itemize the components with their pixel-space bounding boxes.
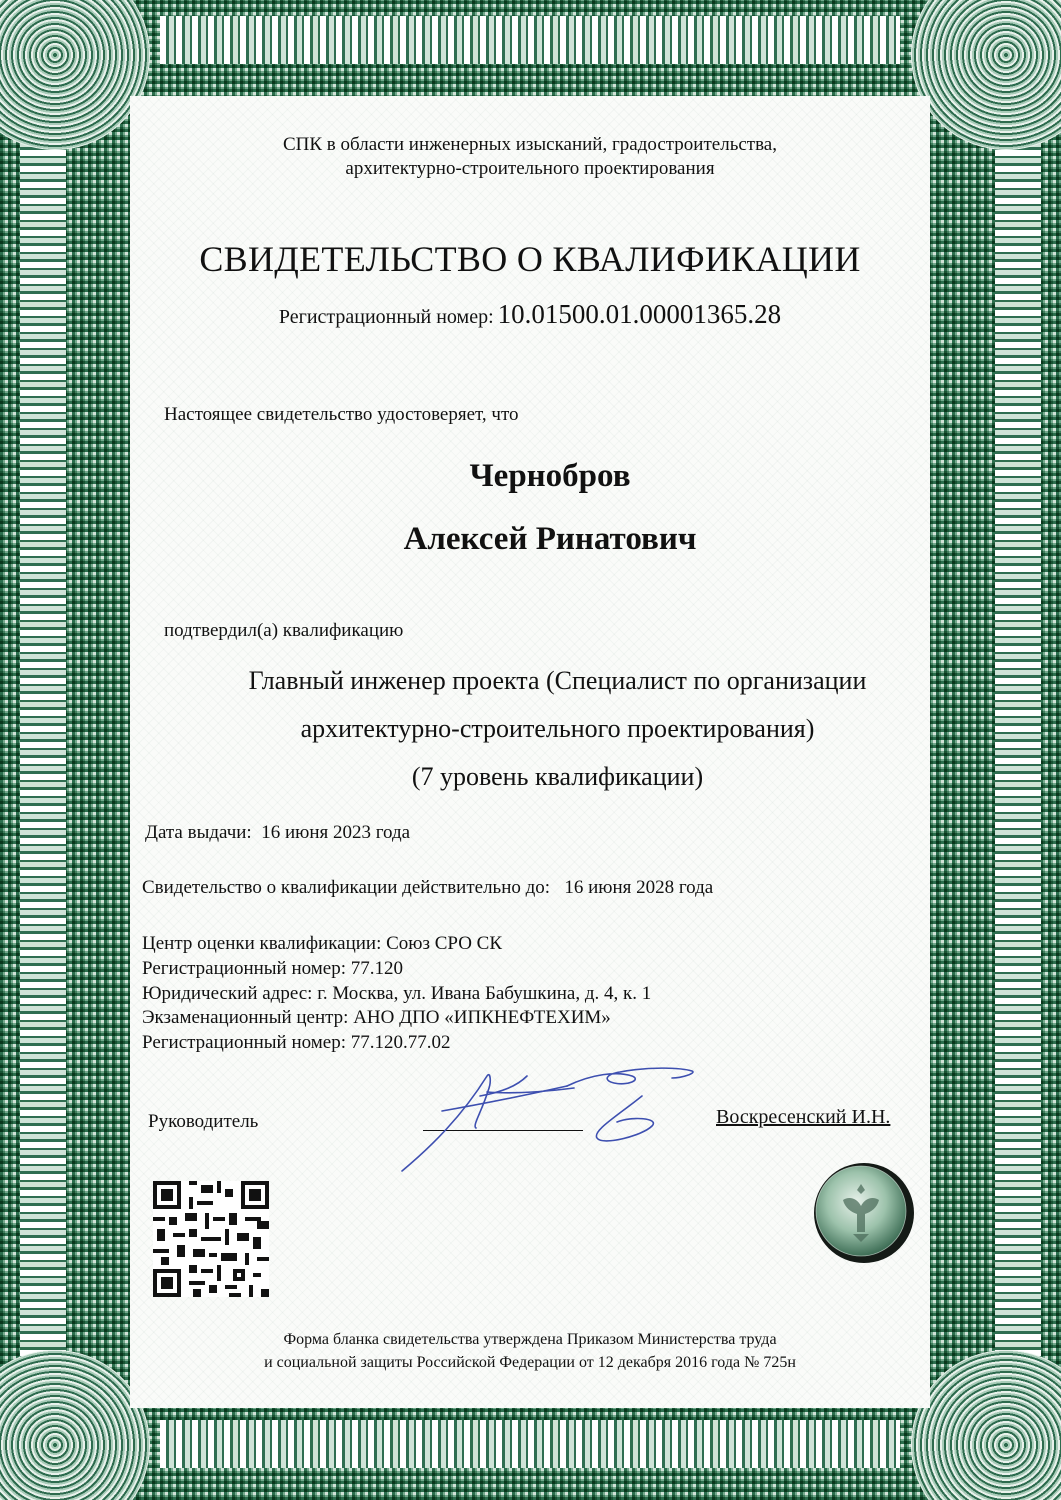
valid-until	[142, 877, 713, 899]
frame-chain-top	[160, 16, 900, 64]
exam-center-reg: Регистрационный номер: 77.120.77.02	[142, 1032, 451, 1053]
frame-chain-bottom	[160, 1420, 900, 1468]
footer-line-2: и социальной защиты Российской Федерации от 12 декабря 2016 года № 725н	[264, 1354, 796, 1371]
frame-chain-right	[995, 0, 1041, 1500]
footer-line-1: Форма бланка свидетельства утверждена Приказом Министерства труда	[283, 1331, 777, 1348]
hologram-seal	[813, 1162, 915, 1264]
valid-until-label: Свидетельство о квалификации действительно до:	[142, 877, 551, 898]
exam-center-name: Экзаменационный центр: АНО ДПО «ИПКНЕФТЕХИМ»	[142, 1007, 611, 1028]
issuer-header-line-2: архитектурно-строительного проектирования	[345, 158, 715, 179]
confirmed-text: подтвердил(а) квалификацию	[164, 620, 404, 641]
certificate-title: СВИДЕТЕЛЬСТВО О КВАЛИФИКАЦИИ	[199, 239, 861, 279]
certificate-body	[130, 96, 930, 1408]
assessment-center-address: Юридический адрес: г. Москва, ул. Ивана Бабушкина, д. 4, к. 1	[142, 983, 652, 1004]
issue-date-label: Дата выдачи:	[145, 822, 252, 843]
qualification-line-2: архитектурно-строительного проектирования)	[300, 714, 815, 743]
intro-text: Настоящее свидетельство удостоверяет, что	[164, 404, 519, 425]
issuer-header-line-1: СПК в области инженерных изысканий, градостроительства,	[282, 134, 777, 155]
issue-date-value: 16 июня 2023 года	[261, 822, 411, 843]
qr-code	[153, 1181, 269, 1297]
holder-surname: Чернобров	[469, 458, 631, 494]
signatory-name: Воскресенский И.Н.	[716, 1106, 891, 1128]
assessment-center-name: Центр оценки квалификации: Союз СРО СК	[142, 933, 503, 954]
qualification-level: (7 уровень квалификации)	[411, 762, 704, 791]
registration-number-value: 10.01500.01.00001365.28	[497, 299, 782, 329]
holder-given-names: Алексей Ринатович	[403, 521, 697, 557]
valid-until-value: 16 июня 2028 года	[564, 877, 714, 898]
assessment-center-reg: Регистрационный номер: 77.120	[142, 958, 404, 979]
signatory-role: Руководитель	[148, 1111, 259, 1132]
handwritten-signature	[392, 1056, 732, 1176]
qualification-line-1: Главный инженер проекта (Специалист по организации	[248, 666, 867, 695]
frame-chain-left	[20, 0, 66, 1500]
issue-date	[145, 822, 410, 844]
registration-number-label: Регистрационный номер:	[278, 306, 494, 328]
registration-number	[130, 299, 930, 330]
